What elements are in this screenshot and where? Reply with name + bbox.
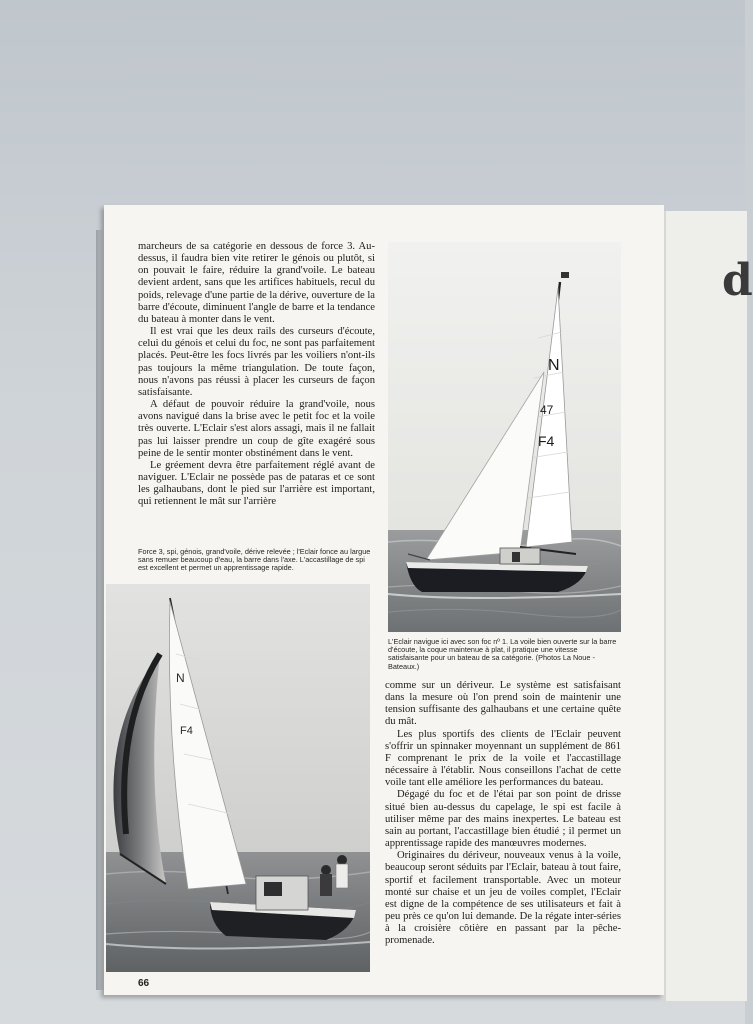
paragraph: Dégagé du foc et de l'étai par son point de drisse situé bien au-dessus du capelage, le spi est facile à utiliser même par des mains inexpertes. Le bateau est sain au portant, l'accastillage bien étudié ; il permet un apprentissage rapide des manœuvres modernes. xyxy=(385,789,621,850)
page-number: 66 xyxy=(138,978,150,989)
paragraph: Le gréement devra être parfaitement réglé avant de naviguer. L'Eclair ne possède pas de pataras et ce sont les galhaubans, dont le pied sur l'arrière est important, qui retiennent le mât sur l'arrière xyxy=(138,459,375,508)
facing-page-heading-letter: d xyxy=(722,255,753,306)
paragraph: marcheurs de sa catégorie en dessous de force 3. Au-dessus, il faudra bien vite retirer le génois ou plutôt, si on pouvait le faire, réduire la grand'voile. Le bateau devient ardent, sans que les artifices habituels, recul du poids, relevage d'une partie de la dérive, ouverture de la barre d'écoute, diminuent l'angle de barre et la tendance du bateau à monter dans le vent. xyxy=(138,241,375,325)
photo-caption-foc: L'Eclair navigue ici avec son foc nº 1. La voile bien ouverte sur la barre d'écoute, la coque maintenue à plat, il pratique une vitesse satisfaisante pour un bateau de sa catégorie. (Photos La Noue - Bateaux.) xyxy=(388,637,617,671)
paragraph: comme sur un dériveur. Le système est satisfaisant dans la mesure où l'on prend soin de maintenir une tension suffisante des galhaubans et une certaine quête du mât. xyxy=(385,680,621,728)
sail-number: 47 xyxy=(540,403,554,417)
spi-sail-letter: N xyxy=(176,671,185,685)
sailboat-jib-illustration xyxy=(388,242,621,632)
sail-class: F4 xyxy=(538,433,555,449)
article-column-right xyxy=(385,680,621,947)
article-column-left xyxy=(138,241,375,508)
sail-letter: N xyxy=(548,357,560,374)
paragraph: Originaires du dériveur, nouveaux venus à la voile, beaucoup seront séduits par l'Eclair, bateau à tout faire, sportif et facilement transportable. Avec un moteur monté sur chaise et un jeu de voiles complet, l'Eclair est digne de la compétence de ses utilisateurs et fait à peu près ce qu'on lui demande. De la régate inter-séries à la croisière côtière en passant par la pêche-promenade. xyxy=(385,850,621,947)
facing-page xyxy=(664,211,753,1001)
paragraph: Les plus sportifs des clients de l'Eclair peuvent s'offrir un spinnaker moyennant un supplément de 861 F comprenant le prix de la voile et l'accastillage nécessaire à l'établir. Nous conseillons l'achat de cette voile tant elle améliore les performances du bateau. xyxy=(385,728,621,789)
paragraph: Il est vrai que les deux rails des curseurs d'écoute, celui du génois et celui du foc, ne sont pas parfaitement placés. Peut-être les focs livrés par les voiliers n'ont-ils pas toujours la même triangulation. De toute façon, nous n'avons pas réussi à placer les curseurs de façon satisfaisante. xyxy=(138,326,375,398)
sailboat-spinnaker-illustration xyxy=(106,584,370,972)
sailboat-spinnaker-photo xyxy=(106,584,370,972)
sailboat-jib-photo xyxy=(388,242,621,632)
spi-sail-class: F4 xyxy=(180,725,193,737)
photo-caption-spinnaker: Force 3, spi, génois, grand'voile, dérive relevée ; l'Eclair fonce au largue sans remuer beaucoup d'eau, la barre dans l'axe. L'accastillage de spi est excellent et permet un apprentissage rapide. xyxy=(138,547,371,573)
paragraph: A défaut de pouvoir réduire la grand'voile, nous avons navigué dans la brise avec le petit foc et la voile très ouverte. L'Eclair s'est alors assagi, mais il ne fallait pas lui laisser prendre un coup de gîte exagéré sous peine de le sentir monter obstinément dans le vent. xyxy=(138,399,375,459)
